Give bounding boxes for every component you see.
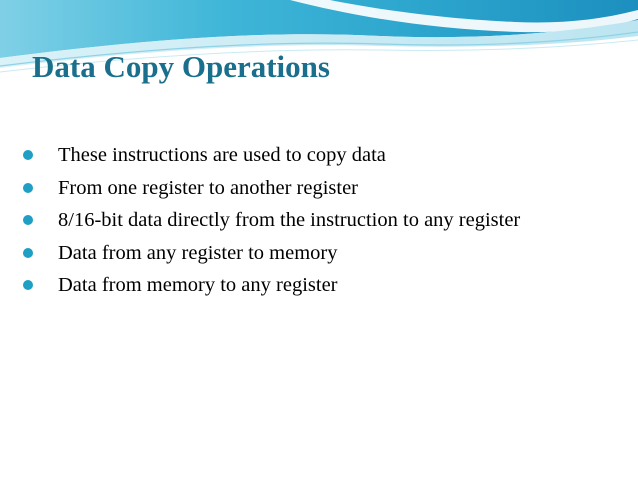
circle-bullet-icon <box>23 150 33 160</box>
slide-title: Data Copy Operations <box>32 49 330 84</box>
bullet-text: From one register to another register <box>58 176 359 199</box>
bullet-item <box>20 269 520 302</box>
bullet-text: These instructions are used to copy data <box>58 144 386 166</box>
bullet-text: Data from any register to memory <box>58 241 338 264</box>
circle-bullet-icon <box>23 215 33 225</box>
circle-bullet-icon <box>23 280 33 290</box>
bullet-list <box>20 139 520 302</box>
bullet-text: 8/16-bit data directly from the instruction to any register <box>58 209 521 231</box>
bullet-text: Data from memory to any register <box>58 274 338 296</box>
circle-bullet-icon <box>23 248 33 258</box>
bullet-item <box>20 139 520 172</box>
bullet-item <box>20 237 520 270</box>
bullet-item <box>20 204 520 237</box>
bullet-item <box>20 172 520 205</box>
circle-bullet-icon <box>23 183 33 193</box>
